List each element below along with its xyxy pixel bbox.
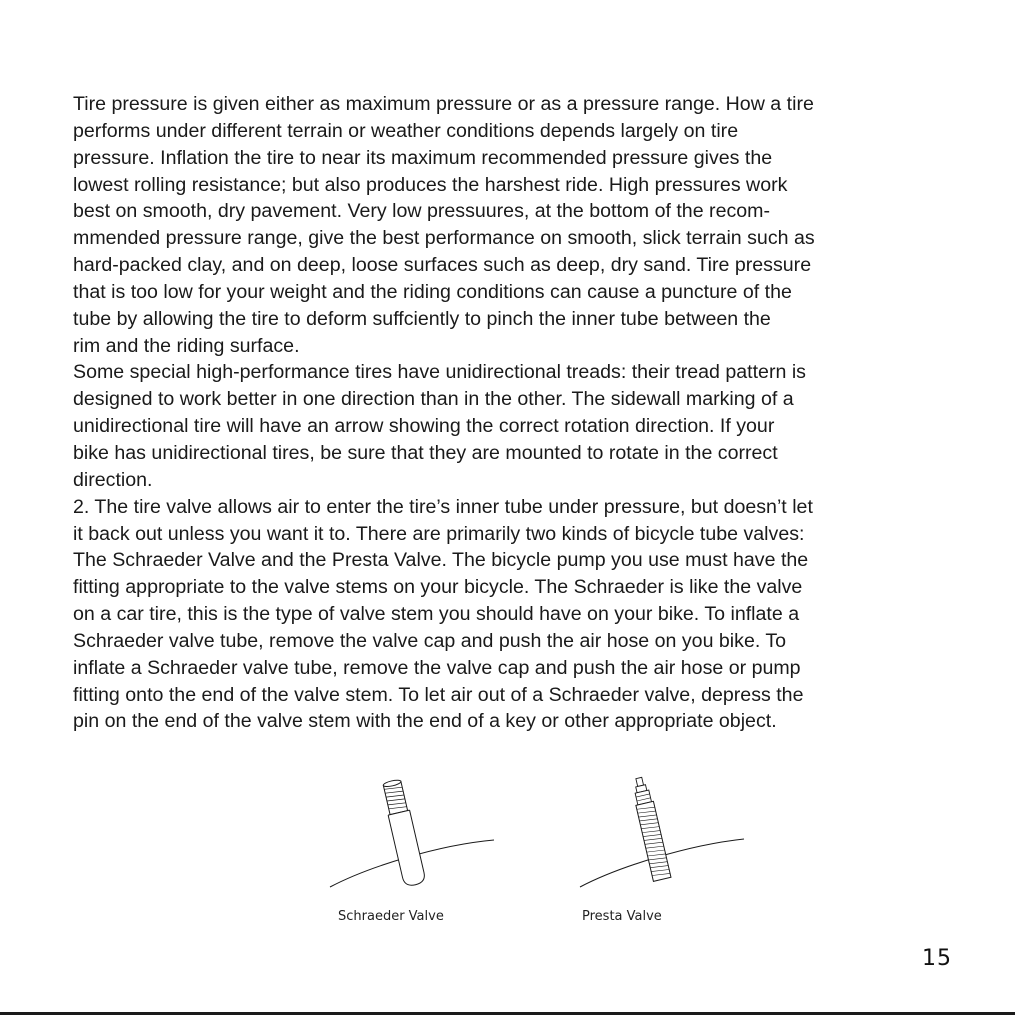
text-line: unidirectional tire will have an arrow showing the correct rotation direction. If your (73, 415, 775, 438)
presta-caption: Presta Valve (582, 909, 662, 924)
schraeder-valve-illustration (328, 775, 498, 890)
text-line: lowest rolling resistance; but also produces the harshest ride. High pressures work (73, 173, 788, 196)
text-line: direction. (73, 468, 153, 491)
text-line: it back out unless you want it to. There are primarily two kinds of bicycle tube valves: (73, 522, 805, 545)
text-line: fitting onto the end of the valve stem. To let air out of a Schraeder valve, depress the (73, 683, 804, 706)
text-line: Some special high-performance tires have unidirectional treads: their tread pattern is (73, 361, 806, 384)
body-text (73, 91, 945, 735)
schraeder-caption: Schraeder Valve (338, 909, 444, 924)
text-line: fitting appropriate to the valve stems on your bicycle. The Schraeder is like the valve (73, 576, 803, 599)
text-line: that is too low for your weight and the riding conditions can cause a puncture of the (73, 280, 792, 303)
text-line: performs under different terrain or weather conditions depends largely on tire (73, 119, 739, 142)
text-line: Schraeder valve tube, remove the valve cap and push the air hose on you bike. To (73, 629, 787, 652)
text-line: inflate a Schraeder valve tube, remove the valve cap and push the air hose or pump (73, 656, 801, 679)
text-line: rim and the riding surface. (73, 334, 300, 357)
presta-valve-illustration (578, 775, 748, 890)
text-line: pin on the end of the valve stem with the end of a key or other appropriate object. (73, 710, 777, 733)
text-line: designed to work better in one direction than in the other. The sidewall marking of a (73, 388, 794, 411)
text-line: The Schraeder Valve and the Presta Valve. The bicycle pump you use must have the (73, 549, 809, 572)
text-line: 2. The tire valve allows air to enter the tire’s inner tube under pressure, but doesn’t let (73, 495, 813, 518)
text-line: bike has unidirectional tires, be sure that they are mounted to rotate in the correct (73, 441, 778, 464)
text-line: tube by allowing the tire to deform suffciently to pinch the inner tube between the (73, 307, 771, 330)
text-line: hard-packed clay, and on deep, loose surfaces such as deep, dry sand. Tire pressure (73, 254, 812, 277)
text-line: Tire pressure is given either as maximum pressure or as a pressure range. How a tire (73, 93, 814, 115)
text-line: on a car tire, this is the type of valve stem you should have on your bike. To inflate a (73, 603, 800, 626)
text-line: pressure. Inflation the tire to near its maximum recommended pressure gives the (73, 146, 773, 169)
text-line: best on smooth, dry pavement. Very low pressuures, at the bottom of the recom- (73, 200, 771, 223)
page-number: 15 (922, 946, 952, 971)
text-line: mmended pressure range, give the best performance on smooth, slick terrain such as (73, 227, 815, 250)
